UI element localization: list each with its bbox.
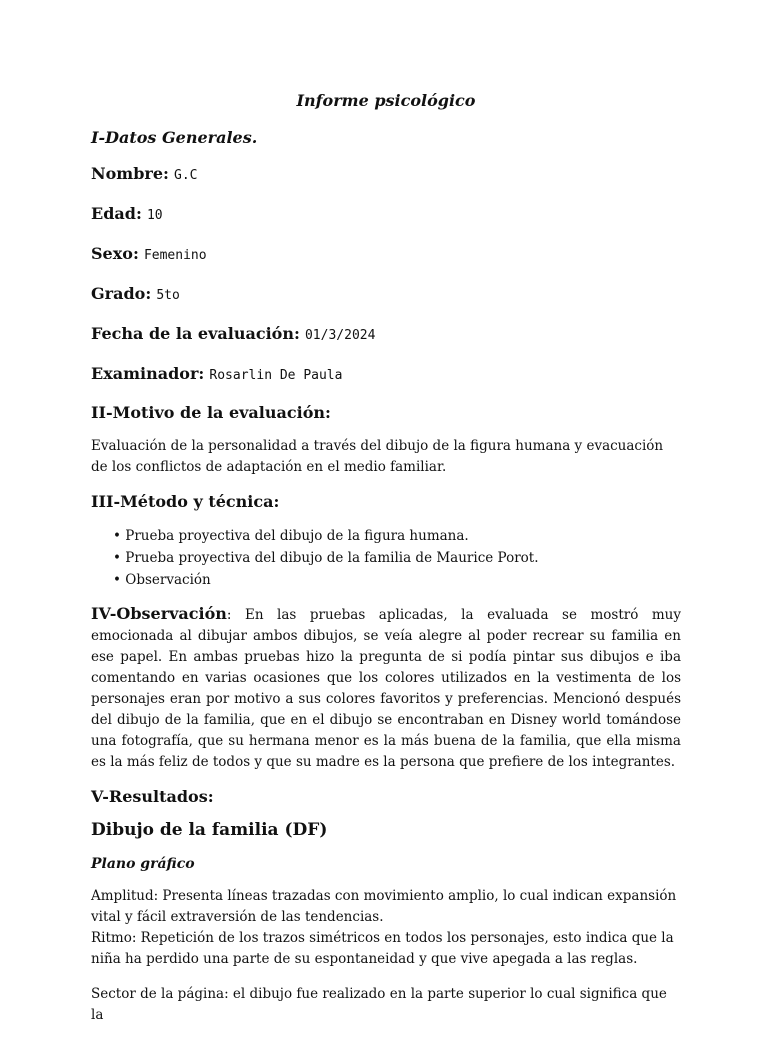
section-heading-resultados: V-Resultados: xyxy=(91,787,214,806)
field-label: Sexo: xyxy=(91,244,139,263)
subheading-plano-grafico: Plano gráfico xyxy=(91,856,195,872)
field-grado xyxy=(91,283,681,306)
field-value: Rosarlin De Paula xyxy=(209,368,343,383)
amplitud-paragraph: Amplitud: Presenta líneas trazadas con movimiento amplio, lo cual indican expansión vital y fácil extraversión de las tendencias. xyxy=(91,888,677,925)
field-fecha xyxy=(91,323,681,346)
field-value: G.C xyxy=(174,168,198,183)
document-title: Informe psicológico xyxy=(296,91,476,110)
field-examinador xyxy=(91,363,681,386)
observacion-text: : En las pruebas aplicadas, la evaluada se mostró muy emocionada al dibujar ambos dibujos, se veía alegre al poder recrear su familia en ese papel. En ambas pruebas hizo la pregunta de si podía pintar sus dibujos e iba comentando en varias ocasiones que los colores utilizados en la vestimenta de los personajes eran por motivo a sus colores favoritos y preferencias. Mencionó después del dibujo de la familia, que en el dibujo se encontraban en Disney world tomándose una fotografía, que su hermana menor es la más buena de la familia, que ella misma es la más feliz de todos y que su madre es la persona que prefiere de los integrantes. xyxy=(91,607,681,770)
field-label: Edad: xyxy=(91,204,142,223)
field-label: Grado: xyxy=(91,284,152,303)
document-content xyxy=(91,91,681,1040)
list-item: • Prueba proyectiva del dibujo de la familia de Maurice Porot. xyxy=(113,547,681,569)
section-heading-observacion: IV-Observación xyxy=(91,604,227,623)
field-value: 5to xyxy=(156,288,180,303)
field-value: 01/3/2024 xyxy=(304,328,376,343)
field-edad xyxy=(91,203,681,226)
field-label: Fecha de la evaluación: xyxy=(91,324,300,343)
field-nombre xyxy=(91,163,681,186)
field-label: Examinador: xyxy=(91,364,205,383)
field-value: Femenino xyxy=(143,248,207,263)
subheading-dibujo-familia: Dibujo de la familia (DF) xyxy=(91,820,328,840)
field-sexo xyxy=(91,243,681,266)
methods-list xyxy=(113,525,681,591)
ritmo-paragraph: Ritmo: Repetición de los trazos simétricos en todos los personajes, esto indica que la niña ha perdido una parte de su espontaneidad y que vive apegada a las reglas. xyxy=(91,930,674,967)
list-item: • Prueba proyectiva del dibujo de la figura humana. xyxy=(113,525,681,547)
field-label: Nombre: xyxy=(91,164,169,183)
section-heading-motivo: II-Motivo de la evaluación: xyxy=(91,403,331,422)
section-heading-datos-generales: I-Datos Generales. xyxy=(91,128,258,147)
section-heading-metodo: III-Método y técnica: xyxy=(91,492,280,511)
observacion-paragraph xyxy=(91,603,681,773)
sector-paragraph: Sector de la página: el dibujo fue realizado en la parte superior lo cual significa que la xyxy=(91,986,667,1023)
list-item: • Observación xyxy=(113,569,681,591)
field-value: 10 xyxy=(146,208,163,223)
motivo-paragraph: Evaluación de la personalidad a través del dibujo de la figura humana y evacuación de los conflictos de adaptación en el medio familiar. xyxy=(91,438,664,475)
